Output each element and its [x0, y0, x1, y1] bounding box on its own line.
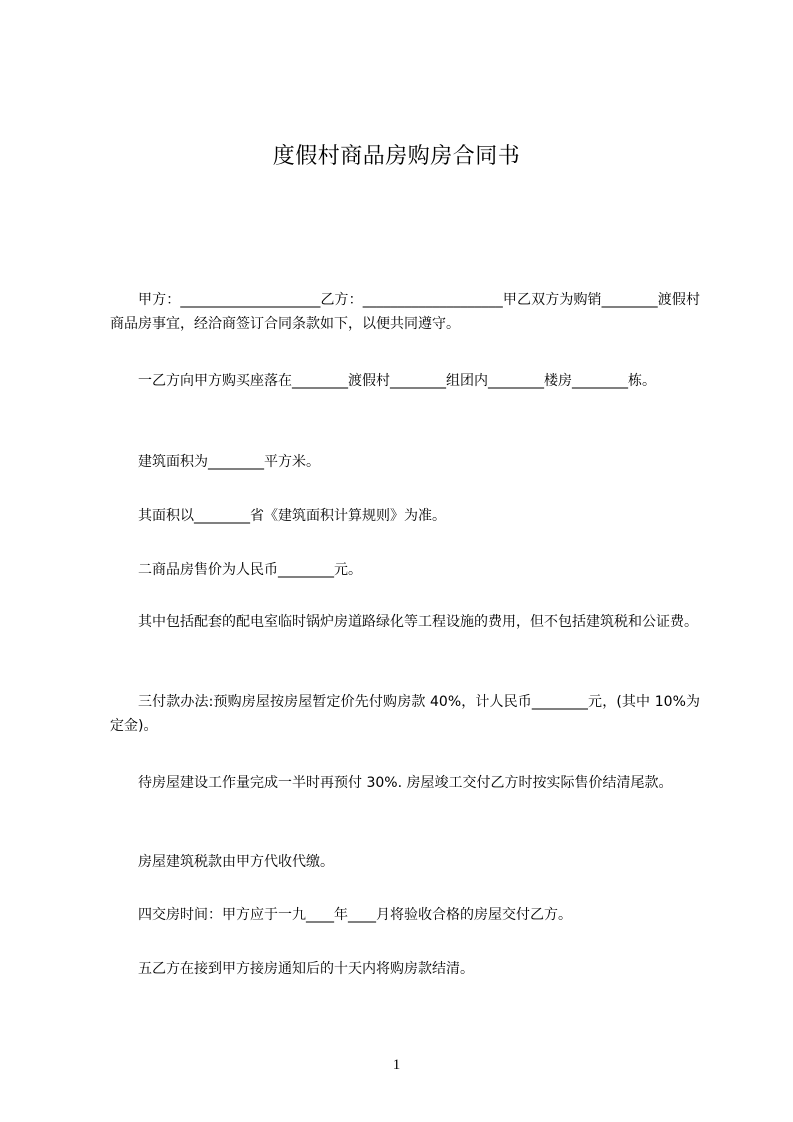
paragraph-area: 建筑面积为________平方米。: [138, 454, 320, 470]
paragraph-location: 一乙方向甲方购买座落在________渡假村________组团内________楼房________栋。: [138, 373, 656, 389]
paragraph-payment: 三付款办法:预购房屋按房屋暂定价先付购房款 40%，计人民币________元，(其中 10%为定金)。: [110, 694, 700, 734]
document-title: 度假村商品房购房合同书: [272, 144, 521, 169]
paragraph-price: 二商品房售价为人民币________元。: [138, 562, 362, 578]
paragraph-settlement: 五乙方在接到甲方接房通知后的十天内将购房款结清。: [138, 961, 474, 977]
paragraph-payment-remaining: 待房屋建设工作量完成一半时再预付 30%. 房屋竣工交付乙方时按实际售价结清尾款。: [138, 775, 673, 791]
paragraph-parties: 甲方：____________________乙方：____________________甲乙双方为购销________渡假村商品房事宜，经洽商签订合同条款如下，以便共同遵守。: [110, 292, 700, 332]
paragraph-price-includes: 其中包括配套的配电室临时锅炉房道路绿化等工程设施的费用，但不包括建筑税和公证费。: [138, 614, 698, 630]
page-number: 1: [392, 1057, 401, 1073]
paragraph-tax: 房屋建筑税款由甲方代收代缴。: [138, 854, 334, 870]
paragraph-area-rule: 其面积以________省《建筑面积计算规则》为准。: [138, 508, 446, 524]
paragraph-handover: 四交房时间：甲方应于一九____年____月将验收合格的房屋交付乙方。: [138, 907, 572, 923]
